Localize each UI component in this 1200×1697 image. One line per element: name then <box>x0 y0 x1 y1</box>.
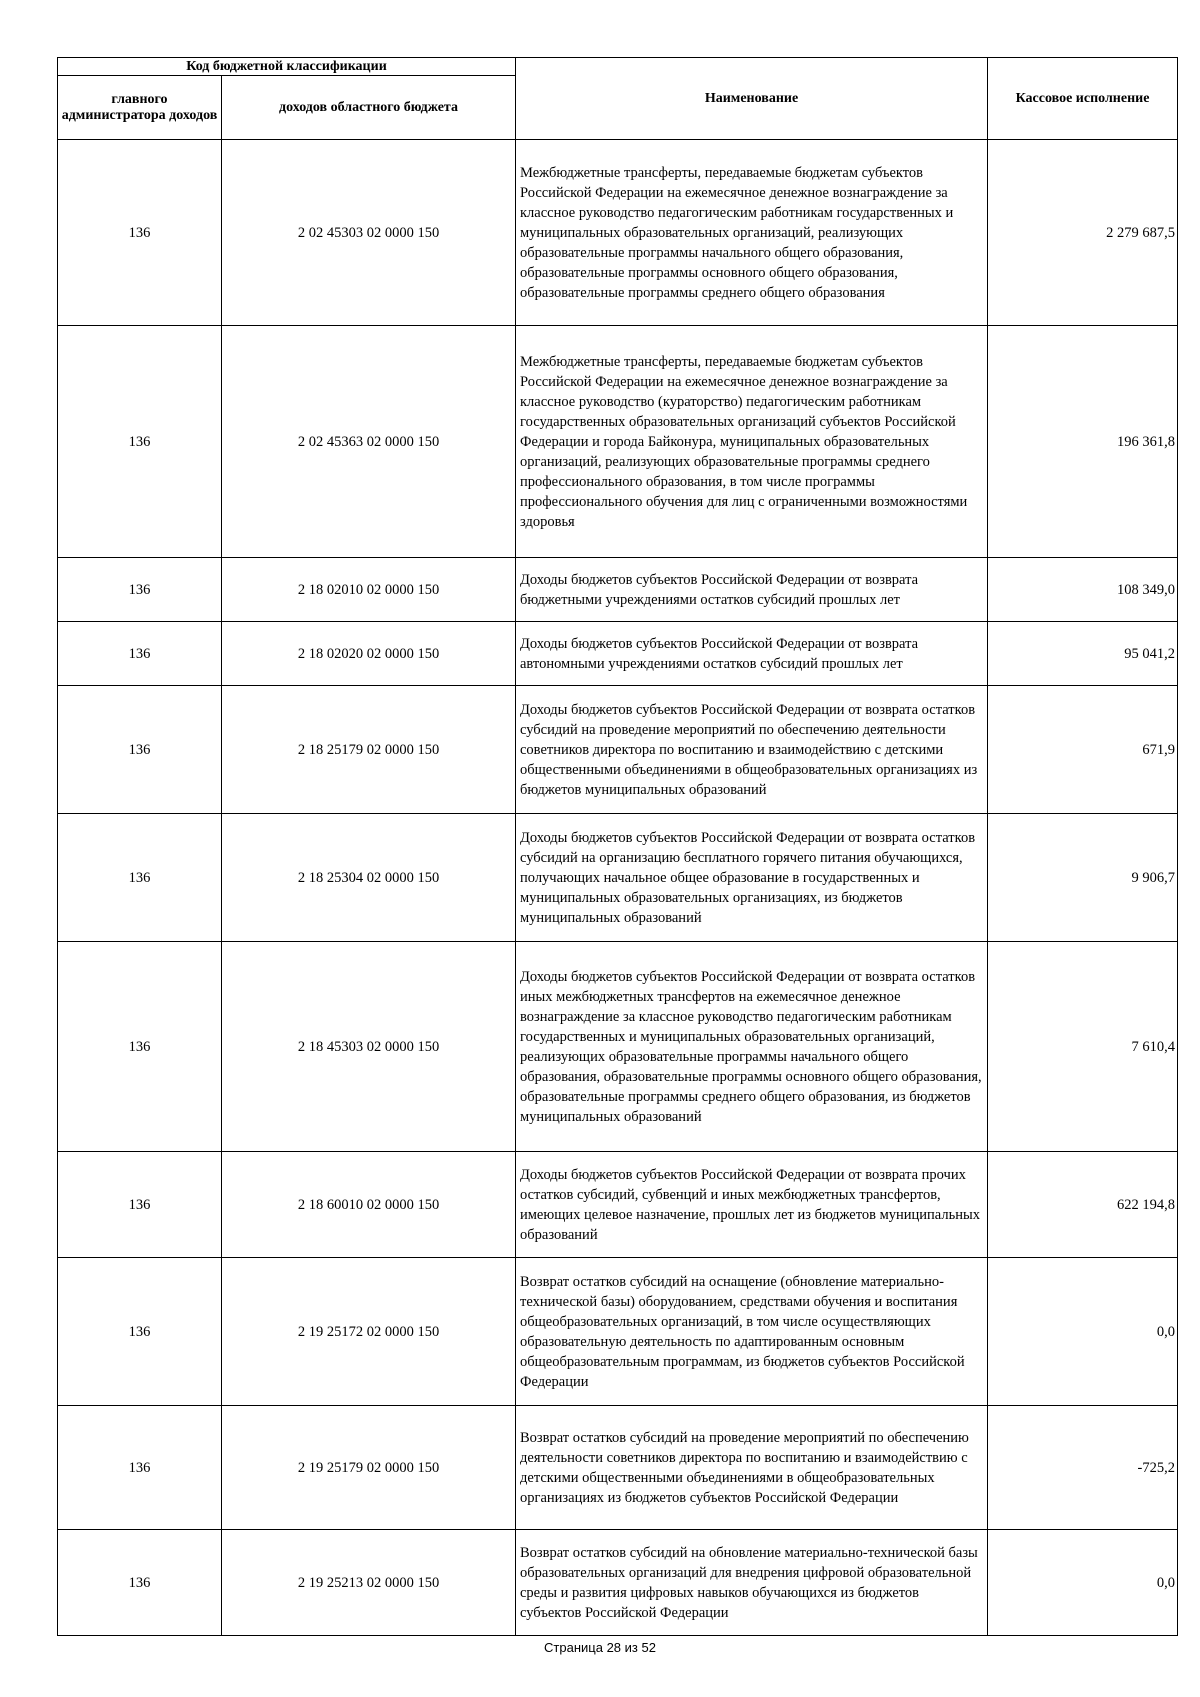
admin-code-cell: 136 <box>58 140 222 326</box>
income-code-cell: 2 19 25179 02 0000 150 <box>222 1406 516 1530</box>
admin-code-cell: 136 <box>58 814 222 942</box>
income-code-cell: 2 18 25179 02 0000 150 <box>222 686 516 814</box>
table-row <box>58 1152 1178 1258</box>
name-cell: Возврат остатков субсидий на оснащение (обновление материально-технической базы) оборудованием, средствами обучения и воспитания общеобразовательных организаций, в том числе осуществляющих образовательную деятельность по адаптированным основным общеобразовательным программам, из бюджетов субъектов Российской Федерации <box>516 1258 988 1406</box>
table-body <box>58 140 1178 1636</box>
admin-code-cell: 136 <box>58 1258 222 1406</box>
table-row <box>58 558 1178 622</box>
table-row <box>58 814 1178 942</box>
amount-cell: 108 349,0 <box>988 558 1178 622</box>
income-code-cell: 2 18 60010 02 0000 150 <box>222 1152 516 1258</box>
income-code-cell: 2 02 45363 02 0000 150 <box>222 326 516 558</box>
name-cell: Межбюджетные трансферты, передаваемые бюджетам субъектов Российской Федерации на ежемесячное денежное вознаграждение за классное руководство педагогическим работникам государственных и муниципальных образовательных организаций, реализующих образовательные программы начального общего образования, образовательные программы основного общего образования, образовательные программы среднего общего образования <box>516 140 988 326</box>
admin-code-cell: 136 <box>58 558 222 622</box>
admin-code-cell: 136 <box>58 686 222 814</box>
table-row <box>58 1406 1178 1530</box>
income-code-cell: 2 19 25213 02 0000 150 <box>222 1530 516 1636</box>
amount-cell: 622 194,8 <box>988 1152 1178 1258</box>
table-row <box>58 686 1178 814</box>
admin-code-cell: 136 <box>58 1152 222 1258</box>
name-cell: Доходы бюджетов субъектов Российской Федерации от возврата остатков субсидий на организацию бесплатного горячего питания обучающихся, получающих начальное общее образование в государственных и муниципальных образовательных организациях, из бюджетов муниципальных образований <box>516 814 988 942</box>
amount-cell: 196 361,8 <box>988 326 1178 558</box>
income-code-cell: 2 18 02010 02 0000 150 <box>222 558 516 622</box>
table-row <box>58 326 1178 558</box>
page-footer: Страница 28 из 52 <box>544 1640 656 1655</box>
amount-cell: 0,0 <box>988 1258 1178 1406</box>
header-budget-classification: Код бюджетной классификации <box>58 58 516 76</box>
income-code-cell: 2 19 25172 02 0000 150 <box>222 1258 516 1406</box>
table-row <box>58 1530 1178 1636</box>
amount-cell: 7 610,4 <box>988 942 1178 1152</box>
income-code-cell: 2 18 45303 02 0000 150 <box>222 942 516 1152</box>
income-code-cell: 2 02 45303 02 0000 150 <box>222 140 516 326</box>
admin-code-cell: 136 <box>58 942 222 1152</box>
admin-code-cell: 136 <box>58 622 222 686</box>
amount-cell: 2 279 687,5 <box>988 140 1178 326</box>
amount-cell: 671,9 <box>988 686 1178 814</box>
amount-cell: 95 041,2 <box>988 622 1178 686</box>
table-row <box>58 1258 1178 1406</box>
header-name: Наименование <box>516 58 988 140</box>
name-cell: Доходы бюджетов субъектов Российской Федерации от возврата автономными учреждениями остатков субсидий прошлых лет <box>516 622 988 686</box>
amount-cell: 9 906,7 <box>988 814 1178 942</box>
income-code-cell: 2 18 25304 02 0000 150 <box>222 814 516 942</box>
name-cell: Доходы бюджетов субъектов Российской Федерации от возврата остатков субсидий на проведение мероприятий по обеспечению деятельности советников директора по воспитанию и взаимодействию с детскими общественными объединениями в общеобразовательных организациях из бюджетов муниципальных образований <box>516 686 988 814</box>
name-cell: Доходы бюджетов субъектов Российской Федерации от возврата бюджетными учреждениями остатков субсидий прошлых лет <box>516 558 988 622</box>
header-income: доходов областного бюджета <box>222 76 516 140</box>
table-row <box>58 140 1178 326</box>
admin-code-cell: 136 <box>58 1406 222 1530</box>
name-cell: Возврат остатков субсидий на обновление материально-технической базы образовательных организаций для внедрения цифровой образовательной среды и развития цифровых навыков обучающихся из бюджетов субъектов Российской Федерации <box>516 1530 988 1636</box>
name-cell: Доходы бюджетов субъектов Российской Федерации от возврата остатков иных межбюджетных трансфертов на ежемесячное денежное вознаграждение за классное руководство педагогическим работникам государственных и муниципальных образовательных организаций, реализующих образовательные программы начального общего образования, образовательные программы основного общего образования, образовательные программы среднего общего образования, из бюджетов муниципальных образований <box>516 942 988 1152</box>
budget-table <box>57 57 1178 1636</box>
admin-code-cell: 136 <box>58 1530 222 1636</box>
table-row <box>58 942 1178 1152</box>
amount-cell: 0,0 <box>988 1530 1178 1636</box>
income-code-cell: 2 18 02020 02 0000 150 <box>222 622 516 686</box>
name-cell: Межбюджетные трансферты, передаваемые бюджетам субъектов Российской Федерации на ежемесячное денежное вознаграждение за классное руководство (кураторство) педагогическим работникам государственных образовательных организаций субъектов Российской Федерации и города Байконура, муниципальных образовательных организаций, реализующих образовательные программы среднего профессионального образования, в том числе программы профессионального обучения для лиц с ограниченными возможностями здоровья <box>516 326 988 558</box>
table-row <box>58 622 1178 686</box>
name-cell: Доходы бюджетов субъектов Российской Федерации от возврата прочих остатков субсидий, субвенций и иных межбюджетных трансфертов, имеющих целевое назначение, прошлых лет из бюджетов муниципальных образований <box>516 1152 988 1258</box>
name-cell: Возврат остатков субсидий на проведение мероприятий по обеспечению деятельности советников директора по воспитанию и взаимодействию с детскими общественными объединениями в общеобразовательных организациях из бюджетов субъектов Российской Федерации <box>516 1406 988 1530</box>
admin-code-cell: 136 <box>58 326 222 558</box>
header-admin: главного администратора доходов <box>58 76 222 140</box>
amount-cell: -725,2 <box>988 1406 1178 1530</box>
header-amount: Кассовое исполнение <box>988 58 1178 140</box>
